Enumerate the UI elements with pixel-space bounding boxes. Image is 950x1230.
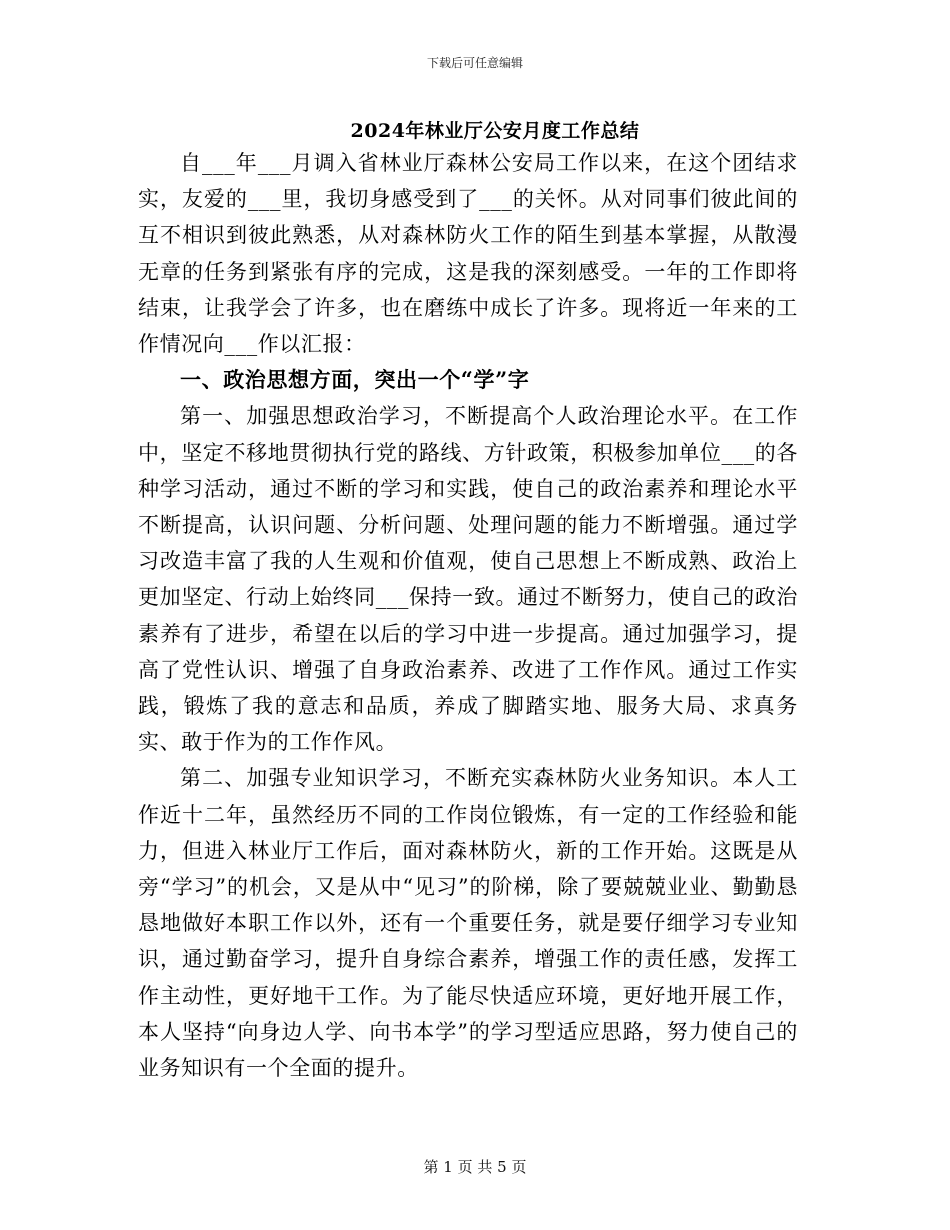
page-number: 第 1 页 共 5 页 (423, 1158, 527, 1176)
document-title: 2024年林业厅公安月度工作总结 (350, 120, 640, 142)
paragraph-political-study: 第一、加强思想政治学习，不断提高个人政治理论水平。在工作中，坚定不移地贯彻执行党的路线、方针政策，积极参加单位___的各种学习活动，通过不断的学习和实践，使自己的政治素养和理论水平不断提高，认识问题、分析问题、处理问题的能力不断增强。通过学习改造丰富了我的人生观和价值观，使自己思想上不断成熟、政治上更加坚定、行动上始终同___保持一致。通过不断努力，使自己的政治素养有了进步，希望在以后的学习中进一步提高。通过加强学习，提高了党性认识、增强了自身政治素养、改进了工作作风。通过工作实践，锻炼了我的意志和品质，养成了脚踏实地、服务大局、求真务实、敢于作为的工作作风。 (138, 404, 798, 755)
section-heading: 一、政治思想方面，突出一个“学”字 (180, 367, 530, 393)
intro-paragraph: 自___年___月调入省林业厅森林公安局工作以来，在这个团结求实，友爱的___里，我切身感受到了___的关怀。从对同事们彼此间的互不相识到彼此熟悉，从对森林防火工作的陌生到基本掌握，从散漫无章的任务到紧张有序的完成，这是我的深刻感受。一年的工作即将结束，让我学会了许多，也在磨练中成长了许多。现将近一年来的工作情况向___作以汇报： (138, 151, 798, 357)
document-body (138, 145, 798, 1086)
paragraph-professional-study: 第二、加强专业知识学习，不断充实森林防火业务知识。本人工作近十二年，虽然经历不同的工作岗位锻炼，有一定的工作经验和能力，但进入林业厅工作后，面对森林防火，新的工作开始。这既是从旁“学习”的机会，又是从中“见习”的阶梯，除了要兢兢业业、勤勤恳恳地做好本职工作以外，还有一个重要任务，就是要仔细学习专业知识，通过勤奋学习，提升自身综合素养，增强工作的责任感，发挥工作主动性，更好地干工作。为了能尽快适应环境，更好地开展工作，本人坚持“向身边人学、向书本学”的学习型适应思路，努力使自己的业务知识有一个全面的提升。 (138, 766, 798, 1081)
page-header-note: 下载后可任意编辑 (426, 56, 523, 70)
